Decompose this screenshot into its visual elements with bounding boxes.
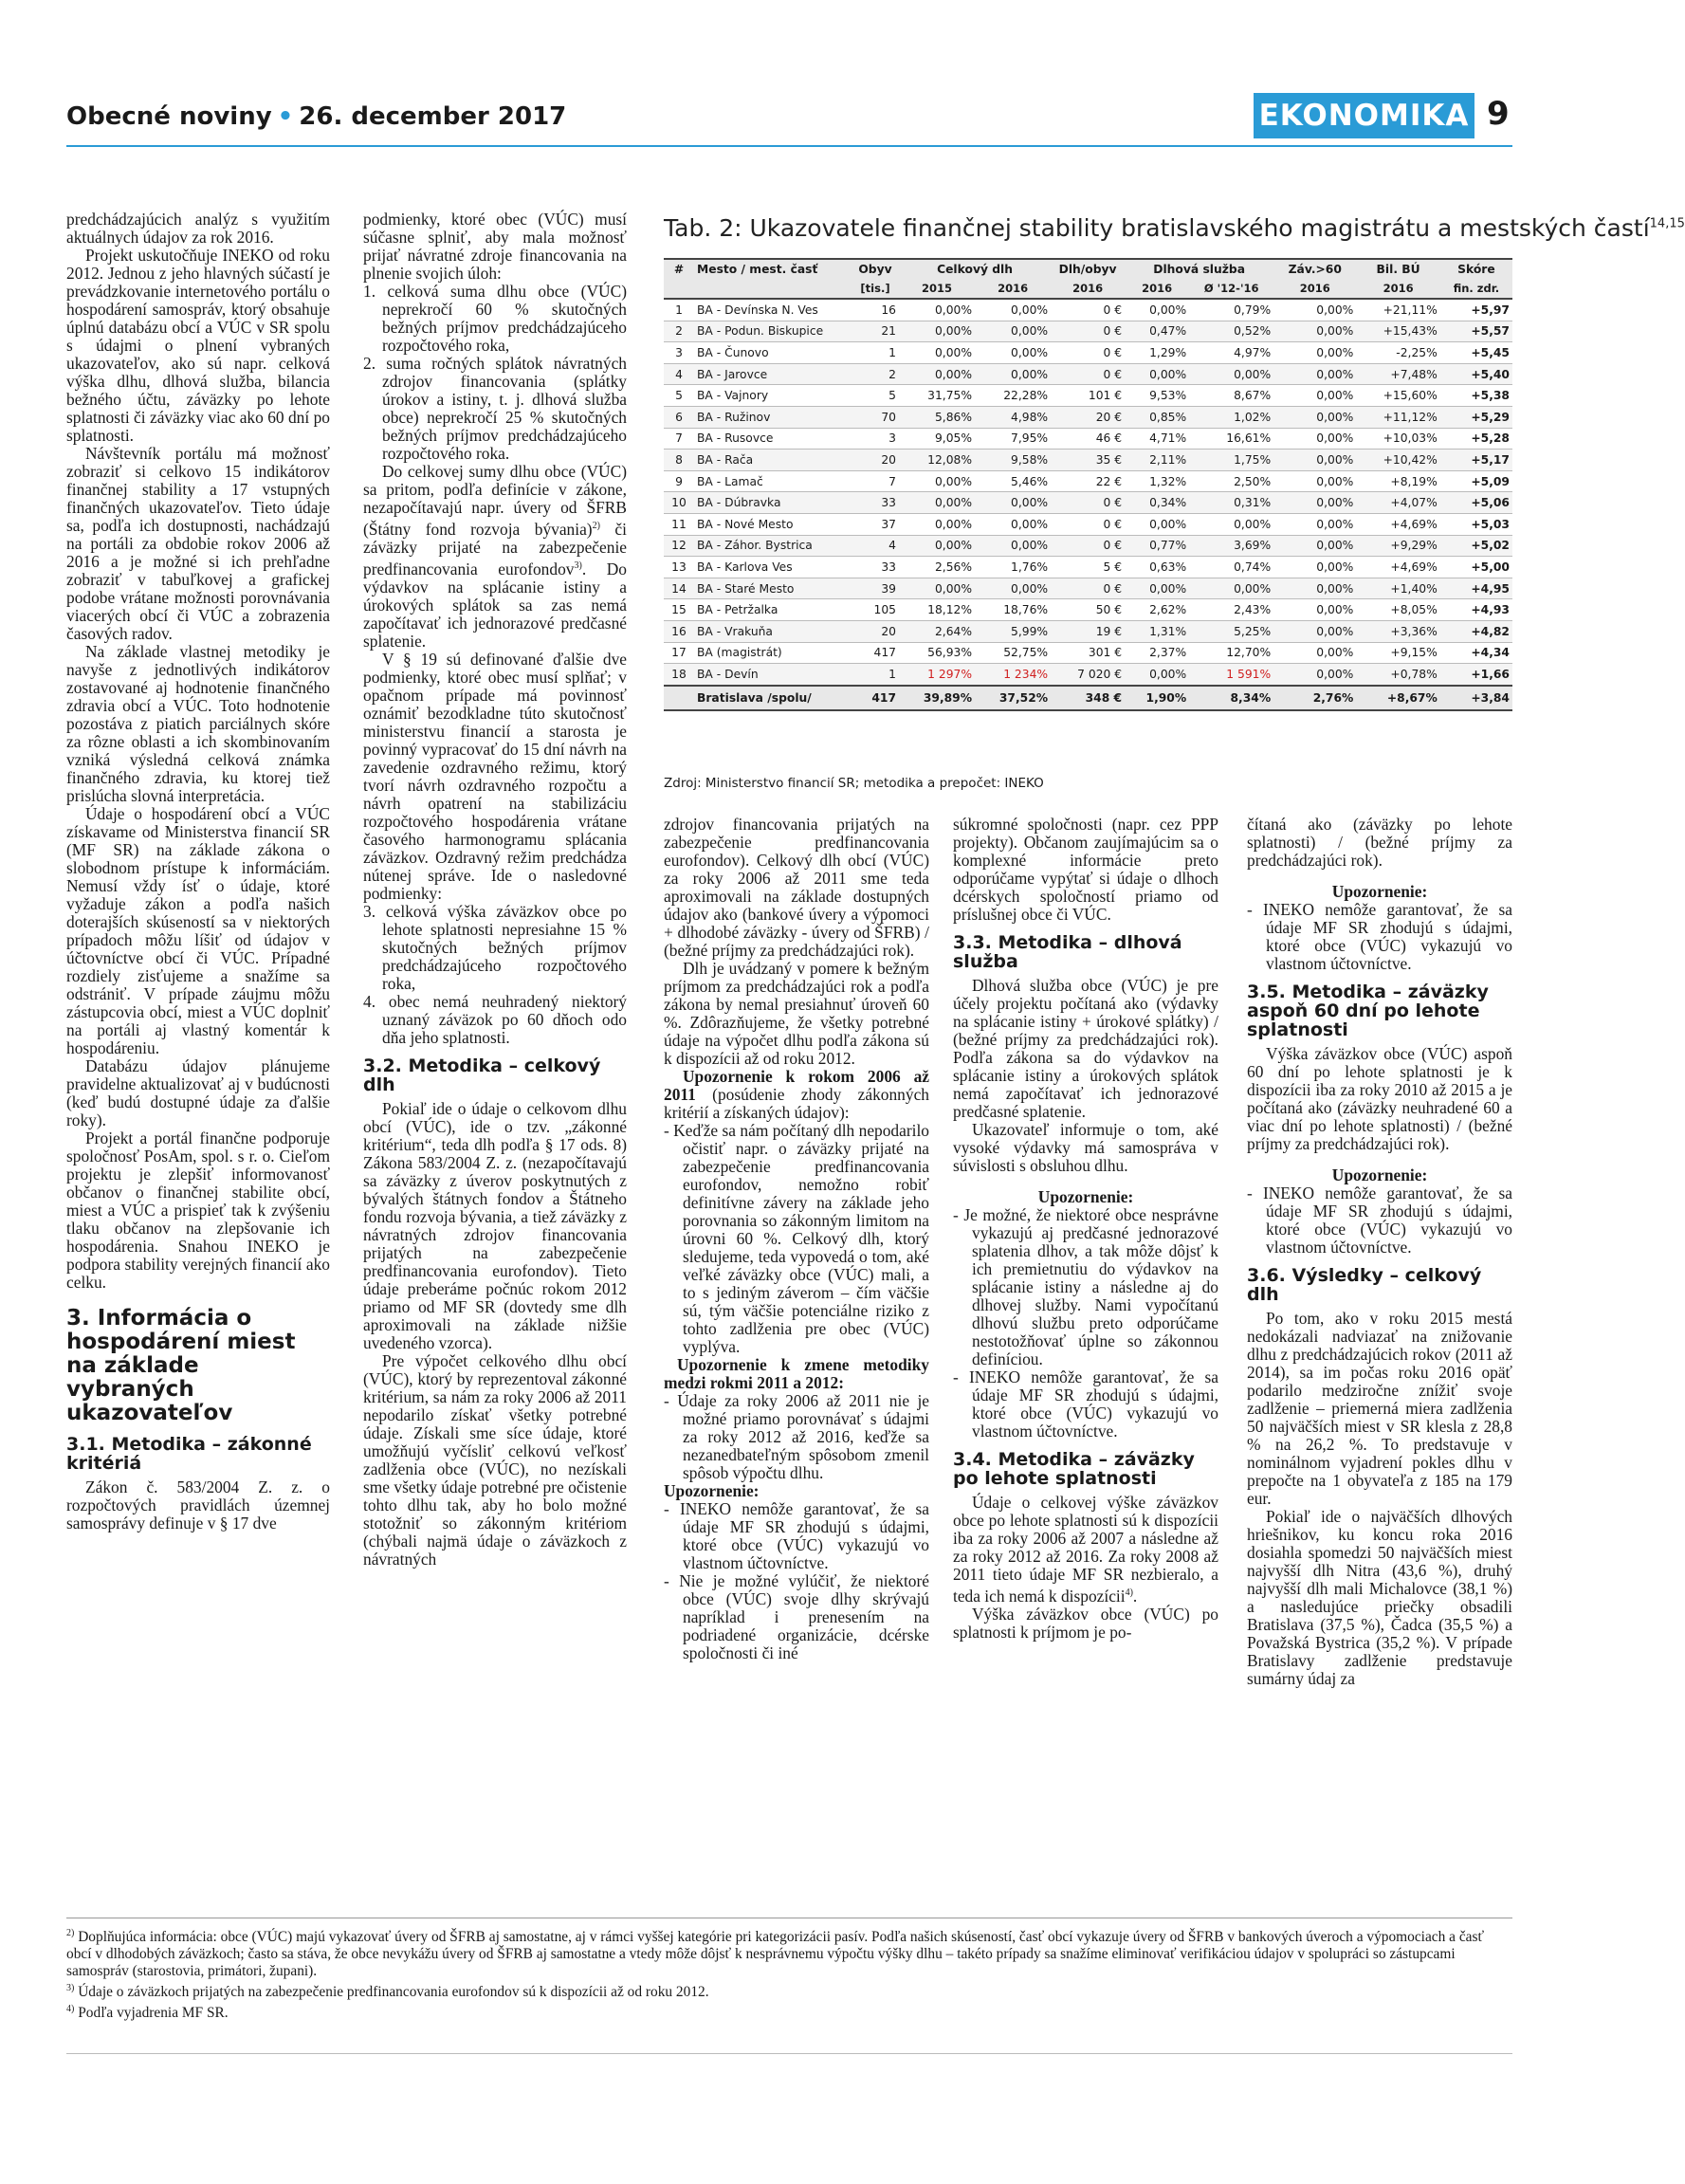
city-name-cell: BA - Dúbravka [694,492,852,514]
table-cell: 14 [664,578,694,599]
list-item: 4. obec nemá neuhradený niektorý uznaný záväzok po 60 dňoch odo dňa jeho splatnosti. [363,991,627,1047]
table-cell: 0,47% [1125,321,1189,342]
subsection-heading: 3.4. Metodika – záväzky po lehote splatnosti [953,1449,1195,1489]
table-cell: +5,00 [1440,557,1512,578]
city-name-cell: BA - Petržalka [694,599,852,621]
paragraph: Ukazovateľ informuje o tom, aké vysoké výdavky má samospráva v súvislosti s obsluhou dlhu. [953,1120,1218,1175]
table-cell: 20 [852,620,899,642]
table-cell: 7,95% [975,428,1051,450]
table-row [664,321,1512,342]
table-row [664,342,1512,364]
table-cell: 0,63% [1125,557,1189,578]
table-cell: +5,28 [1440,428,1512,450]
table-row [664,642,1512,664]
table-cell: 0,00% [1273,428,1356,450]
header-rule [66,145,1512,147]
table-cell: 0,00% [1189,363,1273,385]
table-cell: 0,00% [1273,406,1356,428]
table-row [664,363,1512,385]
paragraph: Pokiaľ ide o údaje o celkovom dlhu obcí (VÚC), ide o tzv. „zákonné kritérium“, teda dlh podľa § 17 ods. 8) Zákona 583/2004 Z. z. (nezapočítavajú sa záväzky z úverov poskytnutých z bývalých štátnych fondov a Štátneho fondu rozvoja bývania, a tiež záväzky z návratných zdrojov financovania prijatých na zabezpečenie predfinancovania eurofondov). Tieto údaje preberáme počnúc rokom 2012 priamo od MF SR (dovtedy sme dlh aproximovali na základe nižšie uvedeného vzorca). [363,1098,627,1352]
table-cell: +9,29% [1356,535,1439,557]
masthead-separator: • [277,102,294,131]
table-cell: 3 [664,342,694,364]
table-cell: 0 € [1051,363,1125,385]
table-cell: 0,00% [1273,513,1356,535]
table-cell: 5,86% [899,406,975,428]
table-cell: 0,00% [1273,664,1356,686]
city-name-cell: BA - Čunovo [694,342,852,364]
paragraph: Dlh je uvádzaný v pomere k bežným príjmom za predchádzajúci rok a podľa zákona by nemal presiahnuť úroveň 60 %. Zdôrazňujeme, že všetky potrebné údaje na výpočet dlhu podľa zákona sú k dispozícii až od roku 2012. [664,959,929,1068]
table-cell: 8 [664,450,694,471]
table-cell: 39 [852,578,899,599]
table-cell: +10,03% [1356,428,1439,450]
city-name-cell: BA - Lamač [694,470,852,492]
table-cell: 0,00% [1273,599,1356,621]
table-cell: 56,93% [899,642,975,664]
table-cell: 1,75% [1189,450,1273,471]
paper-name: Obecné noviny [66,102,272,131]
table-cell: 13 [664,557,694,578]
table-cell: 1 [852,664,899,686]
table-cell: 22,28% [975,385,1051,407]
city-name-cell: BA - Rusovce [694,428,852,450]
table-cell: 105 [852,599,899,621]
table-cell: 0,00% [1273,299,1356,321]
table-cell: +5,29 [1440,406,1512,428]
table-cell: 0 € [1051,321,1125,342]
table-cell: 0,00% [975,492,1051,514]
city-name-cell: BA - Rača [694,450,852,471]
table-cell: 0,00% [899,342,975,364]
table-row [664,535,1512,557]
table-cell: 1 297% [899,664,975,686]
table-cell: 1 234% [975,664,1051,686]
table-cell: 1,02% [1189,406,1273,428]
footnote: $^{4)}$ Podľa vyjadrenia MF SR. [66,2004,229,2022]
warning-heading: Upozornenie: [1331,1165,1428,1184]
table-cell: 0,00% [899,535,975,557]
table-cell: 5 [664,385,694,407]
table-cell: 1 [664,299,694,321]
table-cell: 0,00% [1125,664,1189,686]
warning-heading: Upozornenie: [1037,1187,1134,1206]
paragraph: čítaná ako (záväzky po lehote splatnosti) / (bežné príjmy za predchádzajúci rok). [1247,815,1512,870]
table-cell: +4,34 [1440,642,1512,664]
table-cell: 0,00% [975,578,1051,599]
table-cell: +5,03 [1440,513,1512,535]
table-cell: 18,12% [899,599,975,621]
table-row [664,578,1512,599]
table-cell: 12,70% [1189,642,1273,664]
table-cell: +5,09 [1440,470,1512,492]
table-cell: 0,00% [1125,578,1189,599]
table-cell: 0,74% [1189,557,1273,578]
column-3 [664,816,929,1662]
paragraph: Výška záväzkov obce (VÚC) po splatnosti k príjmom je po- [953,1604,1218,1642]
table-cell: +5,40 [1440,363,1512,385]
table-row [664,299,1512,321]
table-cell: 0 € [1051,578,1125,599]
table-cell: 0,00% [1189,578,1273,599]
list-item: - INEKO nemôže garantovať, že sa údaje MF SR zhodujú s údajmi, ktoré obce (VÚC) vykazujú vo vlastnom účtovníctve. [1247,900,1512,973]
paragraph: V § 19 sú definované ďalšie dve podmienky, ktoré obec musí splňať; v opačnom prípade má povinnosť oznámiť bezodkladne túto skutočnosť ministerstvu financií a starosta je povinný vypracovať do 15 dní návrh na zavedenie ozdravného režimu, ktorý tvorí návrh ozdravného rozpočtu a návrh opatrení na stabilizáciu rozpočtového hospodárenia vrátane časového harmonogramu splácania záväzkov. Ozdravný režim predchádza nútenej správe. Ide o nasledovné podmienky: [363,649,627,903]
city-name-cell: BA - Nové Mesto [694,513,852,535]
table-cell: 0,34% [1125,492,1189,514]
table-cell: 9,05% [899,428,975,450]
table-cell: 35 € [1051,450,1125,471]
table-cell: 0,79% [1189,299,1273,321]
table-source: Zdroj: Ministerstvo financií SR; metodika a prepočet: INEKO [664,776,1044,791]
table-row [664,620,1512,642]
table-cell: +11,12% [1356,406,1439,428]
table-cell: 0,00% [1125,299,1189,321]
paragraph: Databázu údajov plánujeme pravidelne aktualizovať aj v budúcnosti (keď budú dostupné údaje za ďalšie roky). [66,1056,330,1129]
city-name-cell: BA - Podun. Biskupice [694,321,852,342]
section-label: EKONOMIKA [1254,93,1474,138]
paragraph: podmienky, ktoré obec (VÚC) musí súčasne splniť, aby mala možnosť prijať návratné zdroje financovania na plnenie svojich úloh: [363,210,627,283]
list-item: 1. celková suma dlhu obce (VÚC) neprekročí 60 % skutočných bežných príjmov predchádzajúceho rozpočtového roka, [363,282,627,355]
list-item: - Keďže sa nám počítaný dlh nepodarilo očistiť napr. o záväzky prijaté na zabezpečenie predfinancovania eurofondov, nemožno robiť definitívne závery na základe jeho porovnania so zákonným limitom na úrovni 60 %. Celkový dlh, ktorý sledujeme, teda vypovedá o tom, aké veľké záväzky obce (VÚC) mali, a to s jediným záverom – čím väčšie sú, tým väčšie potenciálne riziko z tohto zadlženia pre obec (VÚC) vyplýva. [664,1121,929,1356]
footnotes [66,1925,1512,2022]
paragraph: Údaje o celkovej výške záväzkov obce po lehote splatnosti sú k dispozícii iba za roky 2006 až 2007 a následne až za roky 2012 až 2016. Za roky 2008 až 2011 tieto údaje MF SR nezbieralo, a teda ich nemá k dispozícii$^{4)}$. [953,1493,1218,1606]
table-cell: 0 € [1051,299,1125,321]
table-cell: 16 [664,620,694,642]
list-item: - Nie je možné vylúčiť, že niektoré obce (VÚC) svoje dlhy skrývajú napríklad i prenesením na podriadené organizácie, dcérske spoločnosti či iné [664,1571,929,1662]
table-cell: 2,56% [899,557,975,578]
table-cell: 2 [852,363,899,385]
city-name-cell: BA - Vajnory [694,385,852,407]
subsection-heading: 3.6. Výsledky – celkový dlh [1247,1265,1482,1305]
table-cell: 12 [664,535,694,557]
column-5 [1247,816,1512,1688]
list-item: - Údaje za roky 2006 až 2011 nie je možné priamo porovnávať s údajmi za roky 2012 až 2016, keďže sa nezanedbateľným spôsobom zmenil spôsob výpočtu dlhu. [664,1391,929,1482]
table-cell: 0,00% [899,578,975,599]
table-cell: 301 € [1051,642,1125,664]
table-cell: 2,11% [1125,450,1189,471]
paragraph: Návštevník portálu má možnosť zobraziť si celkovo 15 indikátorov finančnej stability a 17 vstupných finančných ukazovateľov. Tieto údaje sa, podľa ich dostupnosti, nachádzajú na portáli za obdobie rokov 2006 až 2016 a je možné si ich prehľadne zobraziť v tabuľkovej a grafickej podobe vrátane možnosti porovnávania viacerých obcí či VÚC a zobrazenia časových radov. [66,444,330,643]
paragraph: Výška záväzkov obce (VÚC) aspoň 60 dní po lehote splatnosti je k dispozícii iba za roky 2010 až 2015 a je počítaná ako (záväzky neuhradené 60 a viac dní po lehote splatnosti) / (bežné príjmy za predchádzajúci rok). [1247,1044,1512,1153]
table-cell: 0,00% [1189,513,1273,535]
table-cell: 22 € [1051,470,1125,492]
bottom-rule [66,2053,1512,2054]
table-cell: 0,31% [1189,492,1273,514]
table-cell: 52,75% [975,642,1051,664]
table-cell: 12,08% [899,450,975,471]
table-cell: 0,00% [1125,513,1189,535]
table-cell: 0,00% [1273,385,1356,407]
table-row [664,599,1512,621]
table-subheader-row: [tis.] 2015 2016 2016 2016 Ø '12-'16 2016 2016 fin. zdr. [664,279,1512,299]
table-row [664,492,1512,514]
table-cell: 0,00% [899,299,975,321]
table-cell: 7 [664,428,694,450]
table-cell: 33 [852,492,899,514]
table-cell: 1,32% [1125,470,1189,492]
table-cell: 0,00% [1273,450,1356,471]
table-cell: 4 [852,535,899,557]
table-cell: 9,58% [975,450,1051,471]
table-cell: 2,64% [899,620,975,642]
table-cell: 4,71% [1125,428,1189,450]
table-cell: +5,06 [1440,492,1512,514]
table-cell: 18,76% [975,599,1051,621]
table-cell: 1 [852,342,899,364]
column-4 [953,816,1218,1642]
table-cell: 16,61% [1189,428,1273,450]
section-heading: 3. Informácia o hospodárení miest na základe vybraných ukazovateľov [66,1306,296,1425]
table-cell: 17 [664,642,694,664]
table-cell: 0,52% [1189,321,1273,342]
paragraph: Na základe vlastnej metodiky je navyše z jednotlivých indikátorov zostavované aj hodnotenie finančného zdravia obcí a VÚC. Toto hodnotenie pozostáva z piatich parciálnych skóre za rôzne oblasti a ich skombinovaním vzniká výsledná celková známka finančného zdravia, ku ktorej tiež prislúcha slovná interpretácia. [66,642,330,805]
table-cell: 0,00% [975,342,1051,364]
table-cell: 50 € [1051,599,1125,621]
table-cell: 8,67% [1189,385,1273,407]
table-cell: +1,66 [1440,664,1512,686]
table-cell: 5 € [1051,557,1125,578]
list-item: - INEKO nemôže garantovať, že sa údaje MF SR zhodujú s údajmi, ktoré obce (VÚC) vykazujú vo vlastnom účtovníctve. [953,1367,1218,1441]
table-row [664,428,1512,450]
table-cell: 46 € [1051,428,1125,450]
column-2 [363,211,627,1569]
table-cell: 2,43% [1189,599,1273,621]
table-cell: 6 [664,406,694,428]
table-cell: 4,98% [975,406,1051,428]
table-cell: 70 [852,406,899,428]
table-row [664,470,1512,492]
subsection-heading: 3.1. Metodika – zákonné kritériá [66,1434,312,1474]
table-cell: +4,69% [1356,513,1439,535]
list-item: - INEKO nemôže garantovať, že sa údaje MF SR zhodujú s údajmi, ktoré obce (VÚC) vykazujú vo vlastnom účtovníctve. [664,1499,929,1572]
table-cell: +8,05% [1356,599,1439,621]
masthead [66,102,566,131]
table-total-row: Bratislava /spolu/ 417 39,89% 37,52% 348 € 1,90% 8,34% 2,76% +8,67% +3,84 [664,686,1512,710]
table-cell: 2,62% [1125,599,1189,621]
subsection-heading: 3.5. Metodika – záväzky aspoň 60 dní po lehote splatnosti [1247,982,1489,1040]
table-cell: 18 [664,664,694,686]
table-cell: 5,25% [1189,620,1273,642]
city-name-cell: BA - Vrakuňa [694,620,852,642]
table-cell: 11 [664,513,694,535]
paragraph: Dlhová služba obce (VÚC) je pre účely projektu počítaná ako (výdavky na splácanie istiny + úrokové splátky) / (bežné príjmy za predchádzajúci rok). Podľa zákona sa do výdavkov na splácanie istiny a úrokových splátok nemá započítavať ich jednorazové predčasné splatenie. [953,976,1218,1121]
table-row [664,664,1512,686]
table-cell: 3 [852,428,899,450]
paragraph: Upozornenie k rokom 2006 až 2011 (posúdenie zhody zákonných kritérií a získaných údajov): [664,1067,929,1122]
page-number: 9 [1487,95,1510,133]
table-cell: +4,95 [1440,578,1512,599]
city-name-cell: BA - Karlova Ves [694,557,852,578]
table-cell: 0,00% [1273,492,1356,514]
table-cell: 33 [852,557,899,578]
table-cell: 5,99% [975,620,1051,642]
table-cell: 10 [664,492,694,514]
paragraph: Zákon č. 583/2004 Z. z. o rozpočtových pravidlách územnej samosprávy definuje v § 17 dve [66,1477,330,1532]
city-name-cell: BA - Devín [694,664,852,686]
table-cell: 15 [664,599,694,621]
table-cell: +5,17 [1440,450,1512,471]
table-row [664,513,1512,535]
table-row [664,450,1512,471]
table-cell: 9 [664,470,694,492]
table-cell: 0,00% [975,513,1051,535]
table-cell: 9,53% [1125,385,1189,407]
table-cell: 0 € [1051,342,1125,364]
table-cell: 0,00% [899,321,975,342]
table-cell: 16 [852,299,899,321]
footnote: $^{2)}$ Doplňujúca informácia: obce (VÚC) majú vykazovať úvery od ŠFRB aj samostatne, aj v rámci vyššej kategórie pri kategorizácii pasív. Podľa našich skúseností, časť obcí vykazuje úvery od ŠFRB v bankových úveroch a výpomociach a časť obcí v dlhodobých záväzkoch; často sa stáva, že obce nevykážu úvery od ŠFRB aj samostatne a vtedy môže dôjsť k nesprávnemu výpočtu výšky dlhu – takéto prípady sa snažíme eliminovať verifikáciou údajov v spolupráci so zástupcami samospráv (starostovia, primátori, župani). [66,1928,1485,1980]
table-cell: 0,00% [899,492,975,514]
table-cell: 4,97% [1189,342,1273,364]
table-cell: 0 € [1051,513,1125,535]
table-cell: 1 591% [1189,664,1273,686]
table-cell: +21,11% [1356,299,1439,321]
table-cell: 0,00% [975,363,1051,385]
table-header-row: # Mesto / mest. časť Obyv Celkový dlh Dlh/obyv Dlhová služba Záv.>60 Bil. BÚ Skóre [664,259,1512,279]
paragraph: predchádzajúcich analýz s využitím aktuálnych údajov za rok 2016. [66,210,330,247]
list-item: 2. suma ročných splátok návratných zdrojov financovania (splátky úrokov a istiny, t. j. dlhová služba obce) neprekročí 25 % skutočných bežných príjmov predchádzajúceho rozpočtového roka. [363,354,627,463]
list-item: - INEKO nemôže garantovať, že sa údaje MF SR zhodujú s údajmi, ktoré obce (VÚC) vykazujú vo vlastnom účtovníctve. [1247,1184,1512,1257]
paragraph: Údaje o hospodárení obcí a VÚC získavame od Ministerstva financií SR (MF SR) na základe zákona o slobodnom prístupe k informáciám. Nemusí vždy ísť o údaje, ktoré vyžaduje zákon a podľa našich doterajších skúseností sa v niektorých prípadoch môžu líšiť od údajov v účtovníctve obcí či VÚC. Prípadné rozdiely zisťujeme a snažíme sa odstrániť. V prípade záujmu môžu zástupcovia obcí, miest a VÚC doplniť na portáli aj vlastný komentár k hospodáreniu. [66,804,330,1057]
table-cell: 0,00% [975,299,1051,321]
paragraph: Projekt a portál finančne podporuje spoločnosť PosAm, spol. s r. o. Cieľom projektu je zlepšiť informovanosť občanov o finančnej stabilite obcí, miest a VÚC a prispieť tak k zvýšeniu tlaku občanov na zlepšovanie ich hospodárenia. Snahou INEKO je podpora stability verejných financií ako celku. [66,1129,330,1292]
table-cell: 1,29% [1125,342,1189,364]
table-cell: 37 [852,513,899,535]
list-item: 3. celková výška záväzkov obce po lehote splatnosti nepresiahne 15 % skutočných bežných príjmov predchádzajúceho rozpočtového roka, [363,901,627,993]
city-name-cell: BA - Jarovce [694,363,852,385]
table-cell: 0,77% [1125,535,1189,557]
warning-heading: Upozornenie k zmene metodiky medzi rokmi 2011 a 2012: [664,1355,929,1392]
column-1 [66,211,330,1532]
issue-date: 26. december 2017 [299,102,567,131]
table-cell: 0,00% [975,535,1051,557]
table-cell: +4,69% [1356,557,1439,578]
table-cell: +5,02 [1440,535,1512,557]
table-row [664,557,1512,578]
table-cell: 20 [852,450,899,471]
table-cell: +0,78% [1356,664,1439,686]
list-item: - Je možné, že niektoré obce nesprávne vykazujú aj predčasné jednorazové splatenia dlhov, a tak môže dôjsť k ich premietnutiu do výdavkov na splácanie istiny a následne aj do dlhovej služby. Nami vypočítanú dlhovú službu preto odporúčame nestotožňovať úplne so zákonnou definíciou. [953,1205,1218,1368]
table-cell: +15,60% [1356,385,1439,407]
table-cell: 0,00% [1273,535,1356,557]
table-cell: 0,00% [1273,321,1356,342]
table-cell: 0 € [1051,535,1125,557]
table-cell: +15,43% [1356,321,1439,342]
table-cell: +3,36% [1356,620,1439,642]
table-cell: +1,40% [1356,578,1439,599]
paragraph: Pre výpočet celkového dlhu obcí (VÚC), ktorý by reprezentoval zákonné kritérium, sa nám za roky 2006 až 2011 nepodarilo získať všetky potrebné údaje. Získali sme síce údaje, ktoré umožňujú vyčísliť celkovú veľkosť zadlženia obce (VÚC), no nezískali sme všetky údaje potrebné pre očistenie tohto dlhu tak, aby ho bolo možné stotožniť so zákonným kritériom (chýbali najmä údaje o záväzkoch z návratných [363,1350,627,1569]
table-cell: 0,00% [899,363,975,385]
table-cell: 4 [664,363,694,385]
table-cell: 3,69% [1189,535,1273,557]
city-name-cell: BA - Ružinov [694,406,852,428]
table-cell: +4,07% [1356,492,1439,514]
city-name-cell: BA - Staré Mesto [694,578,852,599]
table-cell: -2,25% [1356,342,1439,364]
table-cell: 0,85% [1125,406,1189,428]
paragraph: Po tom, ako v roku 2015 mestá nedokázali nadviazať na znižovanie dlhu z predchádzajúcich rokov (2011 až 2014), sa im počas roku 2016 opäť podarilo medziročne znížiť svoje zadlženie – priemerná miera zadlženia 50 najväčších miest v SR klesla z 28,8 % na 26,2 %. To predstavuje v nominálnom vyjadrení pokles dlhu v prepočte na 1 obyvateľa z 185 na 179 eur. [1247,1309,1512,1508]
table-cell: +5,97 [1440,299,1512,321]
table-cell: 2,37% [1125,642,1189,664]
table-row [664,385,1512,407]
table-cell: +9,15% [1356,642,1439,664]
table-cell: +4,93 [1440,599,1512,621]
paragraph: Projekt uskutočňuje INEKO od roku 2012. Jednou z jeho hlavných súčastí je prevádzkovanie internetového portálu o hospodárení samospráv, ktorý obsahuje úplnú databázu obcí a VÚC v SR spolu s údajmi o plnení vybraných ukazovateľov, ako sú napr. celková výška dlhu, dlhová služba, bilancia bežného účtu, záväzky po lehote splatnosti či záväzky viac ako 60 dní po splatnosti. [66,246,330,445]
table-cell: 0,00% [1273,642,1356,664]
city-name-cell: BA - Devínska N. Ves [694,299,852,321]
table-cell: 21 [852,321,899,342]
table-cell: 0,00% [975,321,1051,342]
table-cell: 417 [852,642,899,664]
table-cell: 31,75% [899,385,975,407]
paragraph: Do celkovej sumy dlhu obce (VÚC) sa pritom, podľa definície v zákone, nezapočítavajú napr. úvery od ŠFRB (Štátny fond rozvoja bývania)$^{2)}$ či záväzky prijaté na zabezpečenie predfinancovania eurofondov$^{3)}$. Do výdavkov na splácanie istiny a úrokových splátok sa zas nemá započítavať ich jednorazové predčasné splatenie. [363,462,627,651]
table-title: Tab. 2: Ukazovatele finančnej stability bratislavského magistrátu a mestských častí$^{14,15}$ [664,214,1685,242]
table-cell: 0,00% [899,470,975,492]
table-cell: +5,45 [1440,342,1512,364]
subsection-heading: 3.2. Metodika – celkový dlh [363,1055,601,1095]
table-cell: +8,19% [1356,470,1439,492]
table-cell: 7 [852,470,899,492]
table-cell: 101 € [1051,385,1125,407]
table-cell: 7 020 € [1051,664,1125,686]
table-cell: 0,00% [899,513,975,535]
table-cell: 1,76% [975,557,1051,578]
table-cell: 5,46% [975,470,1051,492]
subsection-heading: 3.3. Metodika – dlhová služba [953,932,1182,972]
table-cell: 0,00% [1273,342,1356,364]
paragraph: zdrojov financovania prijatých na zabezpečenie predfinancovania eurofondov). Celkový dlh obcí (VÚC) za roky 2006 až 2011 sme teda aproximovali na základe dostupných údajov ako (bankové úvery a výpomoci + dlhodobé záväzky - úvery od ŠFRB) / (bežné príjmy za predchádzajúci rok). [664,815,929,960]
table-cell: 0,00% [1273,470,1356,492]
table-cell: 0,00% [1273,620,1356,642]
table-cell: 1,31% [1125,620,1189,642]
table-cell: 0 € [1051,492,1125,514]
table-cell: +4,82 [1440,620,1512,642]
table-cell: 20 € [1051,406,1125,428]
warning-heading: Upozornenie: [664,1481,760,1500]
table-cell: +5,57 [1440,321,1512,342]
table-cell: 0,00% [1273,578,1356,599]
paragraph: Pokiaľ ide o najväčších dlhových hriešnikov, ku koncu roka 2016 dosiahla spomedzi 50 najväčších miest najvyšší dlh Nitra (43,6 %), druhý najvyšší dlh mali Michalovce (38,1 %) a nasledujúce priečky obsadili Bratislava (37,5 %), Čadca (35,5 %) a Považská Bystrica (35,2 %). V prípade Bratislavy zadlženie predstavuje sumárny údaj za [1247,1507,1512,1688]
paragraph: súkromné spoločnosti (napr. cez PPP projekty). Občanom zaujímajúcim sa o komplexné informácie preto odporúčame vypýtať si údaje o dlhoch dcérskych spoločností priamo od príslušnej obce či VÚC. [953,815,1218,924]
table-cell: +5,38 [1440,385,1512,407]
table-cell: 0,00% [1125,363,1189,385]
table-cell: 2 [664,321,694,342]
table-cell: 0,00% [1273,363,1356,385]
city-name-cell: BA - Záhor. Bystrica [694,535,852,557]
footnote: $^{3)}$ Údaje o záväzkoch prijatých na zabezpečenie predfinancovania eurofondov sú k dispozícii až od roku 2012. [66,1983,709,2001]
table-cell: 5 [852,385,899,407]
table-cell: 19 € [1051,620,1125,642]
city-name-cell: BA (magistrát) [694,642,852,664]
stability-table [664,258,1512,770]
warning-heading: Upozornenie: [1331,882,1428,901]
table-cell: 2,50% [1189,470,1273,492]
table-cell: +7,48% [1356,363,1439,385]
table-cell: 0,00% [1273,557,1356,578]
table-row [664,406,1512,428]
table-cell: +10,42% [1356,450,1439,471]
